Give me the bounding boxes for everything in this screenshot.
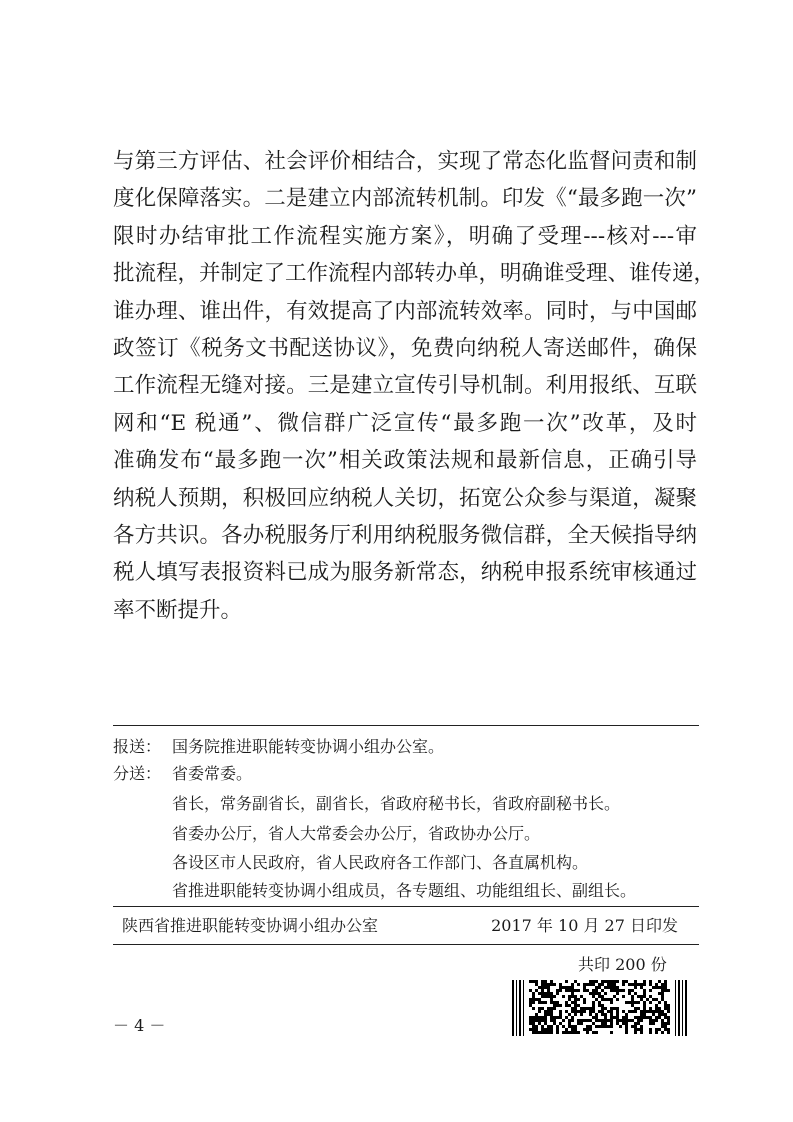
body-line: 各方共识。各办税服务厅利用纳税服务微信群，全天候指导纳 [113, 522, 697, 548]
cc-recipient: 省推进职能转变协调小组成员，各专题组、功能组组长、副组长。 [172, 881, 637, 900]
cc-recipient: 省委常委。 [172, 764, 253, 783]
cc-recipient: 省委办公厅，省人大常委会办公厅，省政协办公厅。 [172, 824, 541, 843]
body-line: 谁办理、谁出件，有效提高了内部流转效率。同时，与中国邮 [113, 298, 697, 324]
body-line: 准确发布“最多跑一次”相关政策法规和最新信息，正确引导 [113, 448, 697, 474]
cc-label: 分送： [113, 764, 162, 783]
body-line: 工作流程无缝对接。三是建立宣传引导机制。利用报纸、互联 [113, 373, 697, 399]
body-line: 度化保障落实。二是建立内部流转机制。印发《“最多跑一次” [113, 186, 697, 212]
divider-bottom [113, 944, 699, 945]
report-recipient: 国务院推进职能转变协调小组办公室。 [172, 737, 445, 756]
print-count: 共印 200 份 [578, 955, 667, 974]
body-text [113, 143, 716, 629]
body-line: 网和“E 税通”、微信群广泛宣传“最多跑一次”改革，及时 [113, 410, 697, 436]
barcode-icon [512, 980, 688, 1036]
body-line: 限时办结审批工作流程实施方案》，明确了受理---核对---审 [113, 223, 697, 249]
body-line: 率不断提升。 [113, 597, 243, 623]
divider-top [113, 725, 699, 726]
issue-date: 2017 年 10 月 27 日印发 [491, 916, 678, 935]
body-line: 纳税人预期，积极回应纳税人关切，拓宽公众参与渠道，凝聚 [113, 485, 697, 511]
body-line: 与第三方评估、社会评价相结合，实现了常态化监督问责和制 [113, 149, 697, 174]
body-line: 税人填写表报资料已成为服务新常态，纳税申报系统审核通过 [113, 560, 697, 586]
page-number: － 4 － [113, 1016, 166, 1035]
body-line: 批流程，并制定了工作流程内部转办单，明确谁受理、谁传递， [113, 261, 716, 287]
issuing-office: 陕西省推进职能转变协调小组办公室 [122, 916, 379, 935]
divider-middle [113, 906, 699, 907]
body-line: 政签订《税务文书配送协议》，免费向纳税人寄送邮件，确保 [113, 335, 697, 361]
cc-recipient: 省长，常务副省长，副省长，省政府秘书长，省政府副秘书长。 [172, 794, 621, 813]
report-label: 报送： [113, 737, 162, 756]
cc-recipient: 各设区市人民政府，省人民政府各工作部门、各直属机构。 [172, 853, 589, 872]
